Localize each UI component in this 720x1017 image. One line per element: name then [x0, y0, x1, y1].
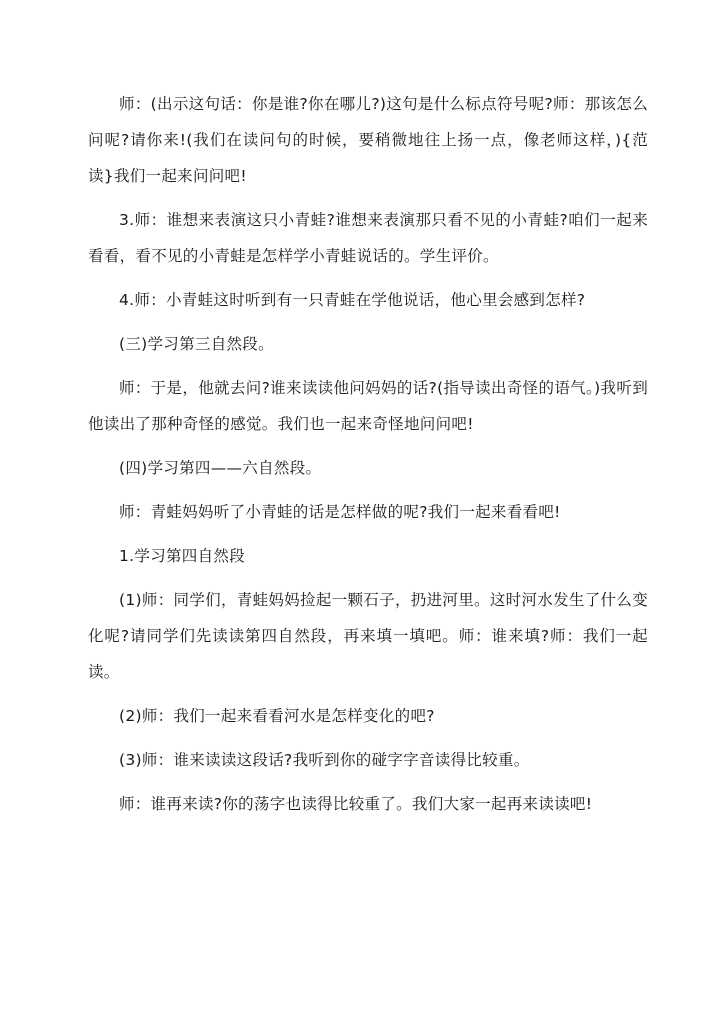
paragraph-12: 师：谁再来读?你的荡字也读得比较重了。我们大家一起再来读读吧! — [119, 795, 593, 813]
paragraph-1: 师：(出示这句话：你是谁?你在哪儿?)这句是什么标点符号呢?师：那该怎么问呢?请你来!(我们在读问句的时候，要稍微地往上扬一点，像老师这样，){范读}我们一起来问问吧! — [88, 95, 648, 185]
paragraph-5: 师：于是，他就去问?谁来读读他问妈妈的话?(指导读出奇怪的语气。)我听到他读出了那种奇怪的感觉。我们也一起来奇怪地问问吧! — [88, 379, 648, 433]
paragraph-3: 4.师：小青蛙这时听到有一只青蛙在学他说话，他心里会感到怎样? — [119, 291, 586, 309]
paragraph-2: 3.师：谁想来表演这只小青蛙?谁想来表演那只看不见的小青蛙?咱们一起来看看，看不见的小青蛙是怎样学小青蛙说话的。学生评价。 — [88, 211, 648, 265]
paragraph-10: (2)师：我们一起来看看河水是怎样变化的吧? — [119, 707, 435, 725]
paragraph-11: (3)师：谁来读读这段话?我听到你的碰字字音读得比较重。 — [119, 751, 530, 769]
document-body — [88, 86, 648, 830]
paragraph-7: 师：青蛙妈妈听了小青蛙的话是怎样做的呢?我们一起来看看吧! — [119, 503, 561, 521]
paragraph-6: (四)学习第四——六自然段。 — [119, 459, 322, 477]
paragraph-8: 1.学习第四自然段 — [119, 547, 245, 565]
paragraph-4: (三)学习第三自然段。 — [119, 335, 274, 353]
paragraph-9: (1)师：同学们，青蛙妈妈捡起一颗石子，扔进河里。这时河水发生了什么变化呢?请同学们先读读第四自然段，再来填一填吧。师：谁来填?师：我们一起读。 — [88, 591, 648, 681]
